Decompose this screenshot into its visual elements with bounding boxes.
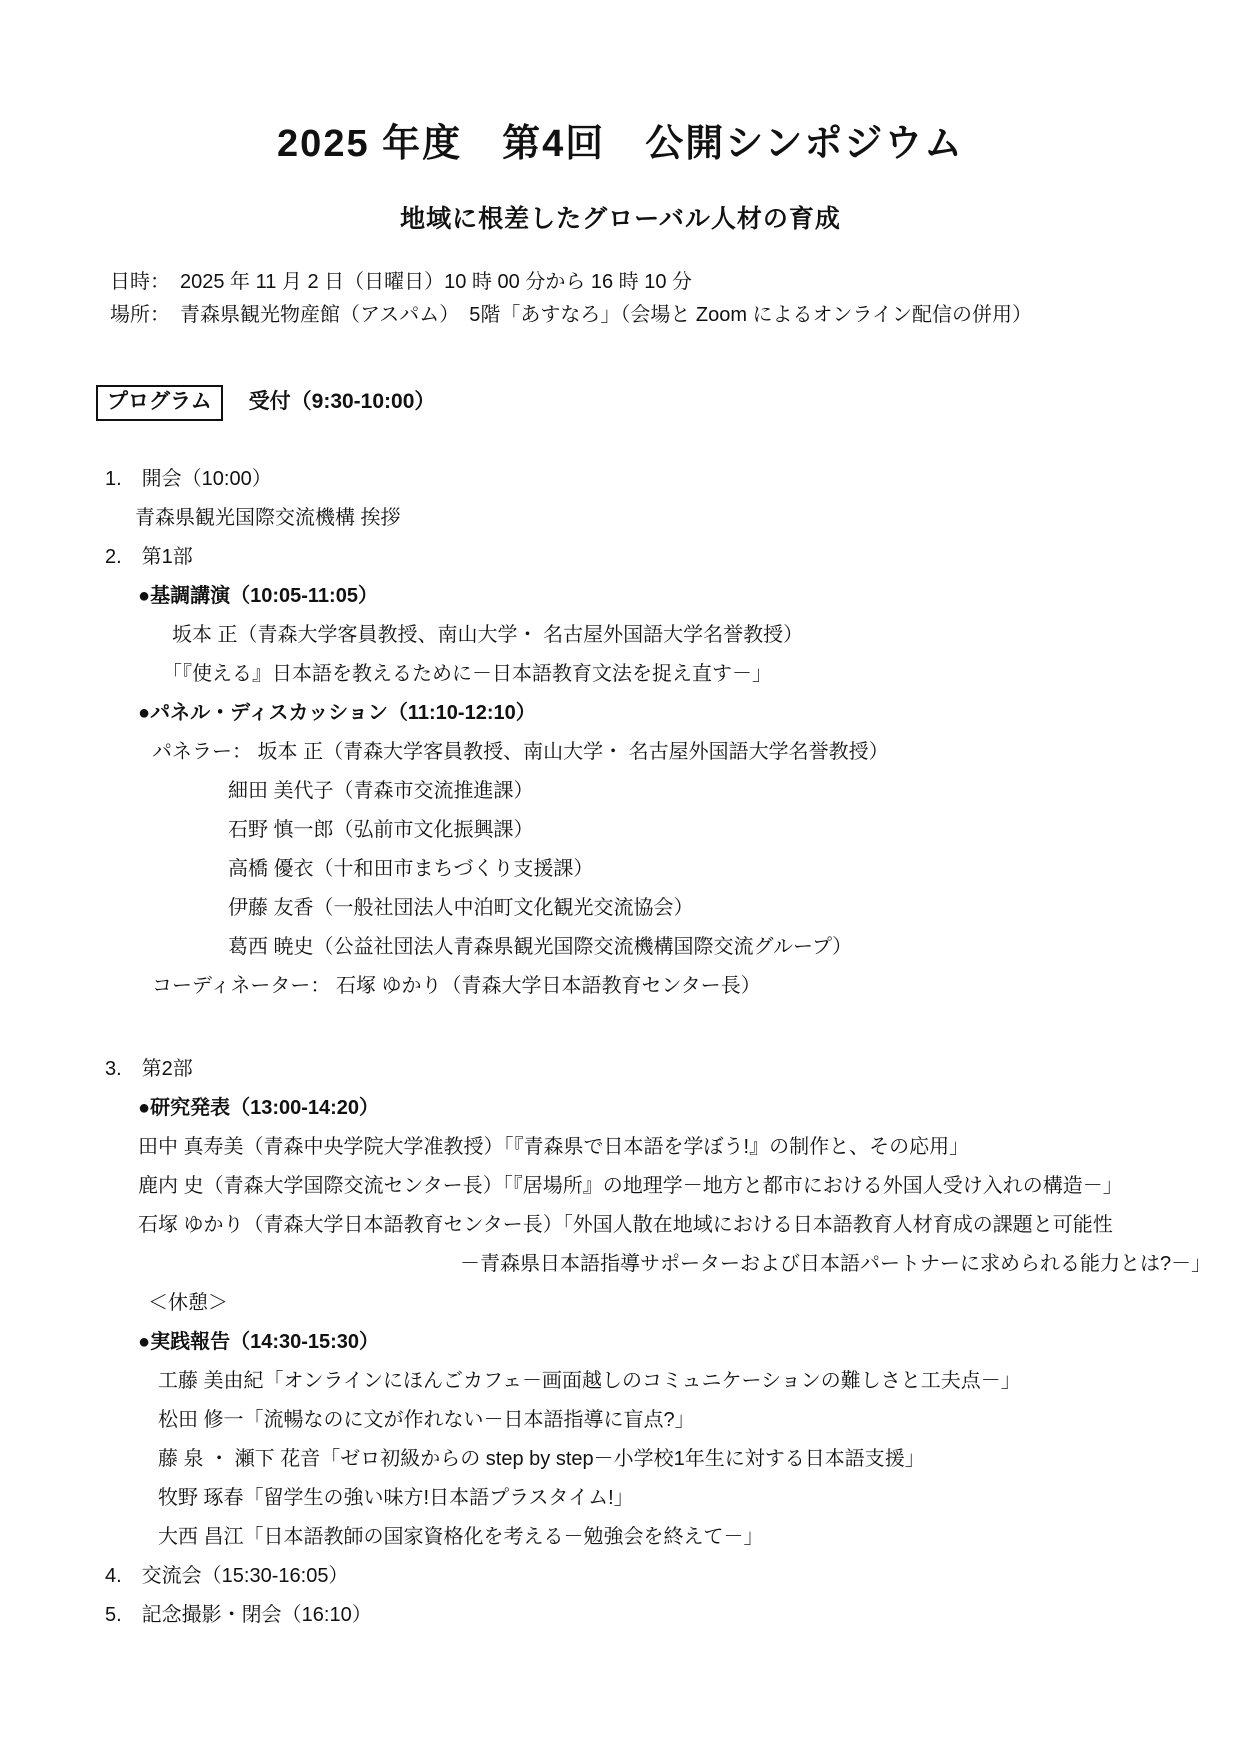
program-line-14: コーディネーター： 石塚 ゆかり（青森大学日本語教育センター長） [152, 975, 761, 997]
program-line-1: 1. 開会（10:00） [105, 468, 272, 490]
event-info [0, 266, 1241, 332]
program-line-16: ●研究発表（13:00-14:20） [138, 1097, 380, 1119]
program-line-27: 大西 昌江「日本語教師の国家資格化を考える－勉強会を終えて－」 [158, 1526, 764, 1548]
program-line-12: 伊藤 友香（一般社団法人中泊町文化観光交流協会） [228, 897, 694, 919]
program-line-13: 葛西 暁史（公益社団法人青森県観光国際交流機構国際交流グループ） [228, 936, 853, 958]
program-line-26: 牧野 琢春「留学生の強い味方!日本語プラスタイム!」 [158, 1487, 634, 1509]
datetime-line: 日時： 2025 年 11 月 2 日（日曜日）10 時 00 分から 16 時 10 分 [110, 271, 693, 293]
program-line-24: 松田 修一「流暢なのに文が作れない－日本語指導に盲点?」 [158, 1409, 695, 1431]
location-line: 場所： 青森県観光物産館（アスパム） 5階「あすなろ」（会場と Zoom によるオンライン配信の併用） [110, 304, 1032, 326]
program-line-5: 坂本 正（青森大学客員教授、南山大学・ 名古屋外国語大学名誉教授） [172, 624, 804, 646]
program-line-11: 高橋 優衣（十和田市まちづくり支援課） [228, 858, 594, 880]
program-line-10: 石野 慎一郎（弘前市文化振興課） [228, 819, 534, 841]
program-line-18: 鹿内 史（青森大学国際交流センター長）「『居場所』の地理学－地方と都市における外国人受け入れの構造－」 [138, 1175, 1123, 1197]
program-line-29: 5. 記念撮影・閉会（16:10） [105, 1604, 372, 1626]
program-line-17: 田中 真寿美（青森中央学院大学准教授）「『青森県で日本語を学ぼう!』の制作と、その応用」 [138, 1136, 970, 1158]
program-line-22: ●実践報告（14:30-15:30） [138, 1331, 380, 1353]
program-line-25: 藤 泉 ・ 瀬下 花音「ゼロ初級からの step by step－小学校1年生に対する日本語支援」 [158, 1448, 925, 1470]
program-line-3: 2. 第1部 [105, 546, 193, 568]
program-box-label: プログラム [96, 385, 223, 421]
program-line-4: ●基調講演（10:05-11:05） [138, 585, 378, 607]
program-line-28: 4. 交流会（15:30-16:05） [105, 1565, 349, 1587]
reception-label: 受付（9:30-10:00） [248, 390, 436, 413]
program-line-7: ●パネル・ディスカッション（11:10-12:10） [138, 702, 536, 724]
program-line-9: 細田 美代子（青森市交流推進課） [228, 780, 534, 802]
program-line-23: 工藤 美由紀「オンラインにほんごカフェ－画面越しのコミュニケーションの難しさと工夫点－」 [158, 1370, 1021, 1392]
program-line-15: 3. 第2部 [105, 1058, 193, 1080]
program-line-6: 「『使える』日本語を教えるために－日本語教育文法を捉え直す－」 [162, 663, 772, 685]
program-line-19: 石塚 ゆかり（青森大学日本語教育センター長）「外国人散在地域における日本語教育人材育成の課題と可能性 [138, 1214, 1113, 1236]
program-line-21: ＜休憩＞ [148, 1292, 228, 1314]
program-line-8: パネラー： 坂本 正（青森大学客員教授、南山大学・ 名古屋外国語大学名誉教授） [152, 741, 889, 763]
program-line-2: 青森県観光国際交流機構 挨拶 [135, 507, 401, 529]
program-line-20: －青森県日本語指導サポーターおよび日本語パートナーに求められる能力とは?－」 [460, 1253, 1212, 1275]
page-title: 2025 年度 第4回 公開シンポジウム [277, 123, 964, 165]
program-list [0, 460, 1241, 1635]
program-header [96, 382, 1241, 422]
page-subtitle: 地域に根差したグローバル人材の育成 [400, 205, 841, 233]
